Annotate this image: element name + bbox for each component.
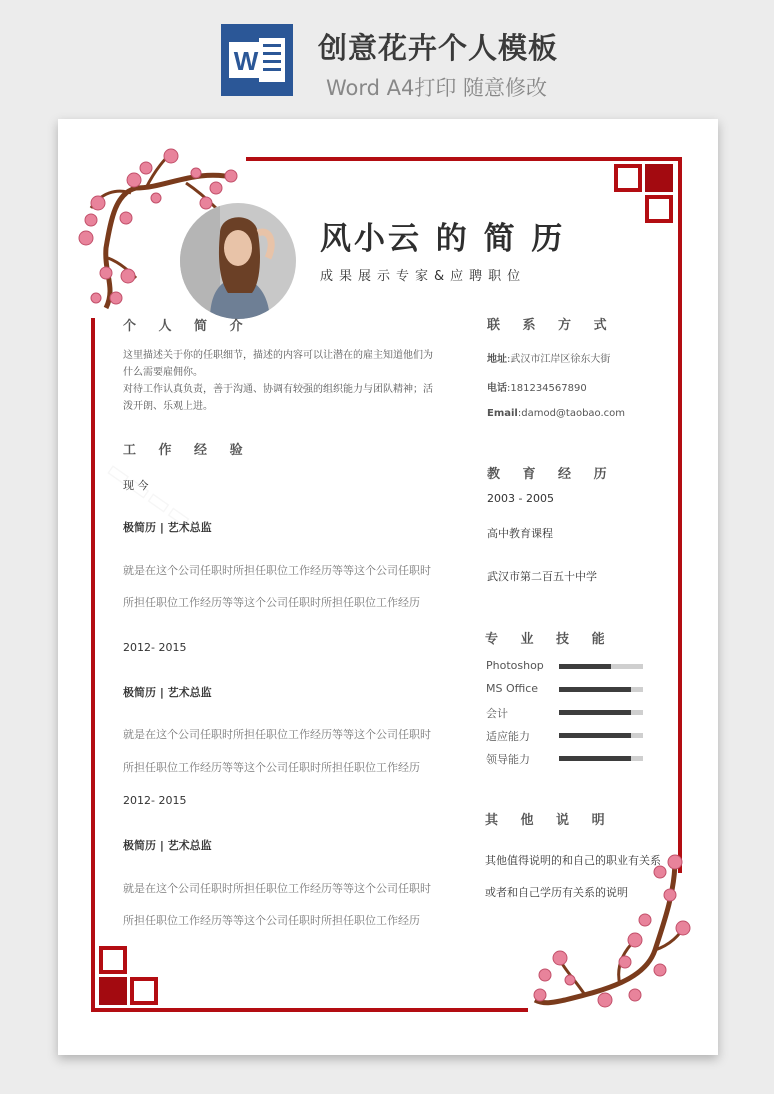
profile-text <box>123 347 443 415</box>
skill-bar-fill <box>559 687 631 692</box>
experience-desc: 所担任职位工作经历等等这个公司任职时所担任职位工作经历 <box>123 761 420 774</box>
skill-bar-fill <box>559 756 631 761</box>
education-course: 高中教育课程 <box>487 527 553 540</box>
experience-heading: 工 作 经 验 <box>123 443 252 458</box>
profile-line: 泼开朗、乐观上进。 <box>123 401 213 412</box>
experience-desc: 就是在这个公司任职时所担任职位工作经历等等这个公司任职时 <box>123 728 431 741</box>
experience-company: 极简历 | 艺术总监 <box>123 839 212 852</box>
profile-line: 什么需要雇佣你。 <box>123 367 203 378</box>
frame-square <box>614 164 642 192</box>
education-school: 武汉市第二百五十中学 <box>487 570 597 583</box>
education-heading: 教 育 经 历 <box>487 467 616 482</box>
profile-line: 对待工作认真负责，善于沟通、协调有较强的组织能力与团队精神；活 <box>123 384 433 395</box>
experience-desc: 所担任职位工作经历等等这个公司任职时所担任职位工作经历 <box>123 914 420 927</box>
skill-bar-track <box>559 756 643 761</box>
frame-square <box>645 195 673 223</box>
other-text: 或者和自己学历有关系的说明 <box>485 886 628 899</box>
word-logo-icon <box>221 24 293 96</box>
skill-bar-track <box>559 664 643 669</box>
frame-bottom-line <box>91 1008 528 1012</box>
address-label: 地址 <box>487 354 507 365</box>
frame-left-line <box>91 318 95 1012</box>
contact-email <box>487 408 625 419</box>
education-period: 2003 - 2005 <box>487 492 554 505</box>
word-logo-letter: W <box>233 46 259 76</box>
experience-desc: 就是在这个公司任职时所担任职位工作经历等等这个公司任职时 <box>123 882 431 895</box>
phone-label: 电话 <box>487 383 507 394</box>
skill-bar-track <box>559 710 643 715</box>
other-heading: 其 他 说 明 <box>485 813 614 828</box>
skill-name: 会计 <box>486 707 508 720</box>
email-value: :damod@taobao.com <box>517 408 626 419</box>
frame-top-line <box>246 157 682 161</box>
skill-name: MS Office <box>486 682 539 695</box>
address-value: :武汉市江岸区徐东大街 <box>507 354 611 365</box>
contact-address <box>487 350 610 365</box>
skills-heading: 专 业 技 能 <box>485 632 614 647</box>
frame-square <box>645 164 673 192</box>
frame-square <box>99 946 127 974</box>
other-text: 其他值得说明的和自己的职业有关系 <box>485 854 661 867</box>
resume-title: 风小云 的 简 历 <box>320 221 566 257</box>
experience-company: 极简历 | 艺术总监 <box>123 686 212 699</box>
phone-value: :181234567890 <box>507 383 587 394</box>
resume-subtitle: 成果展示专家&应聘职位 <box>320 269 527 284</box>
skill-name: 领导能力 <box>486 753 530 766</box>
skill-bar-fill <box>559 710 631 715</box>
skill-bar-fill <box>559 664 611 669</box>
experience-period: 2012- 2015 <box>123 794 187 807</box>
experience-desc: 所担任职位工作经历等等这个公司任职时所担任职位工作经历 <box>123 596 420 609</box>
skill-name: 适应能力 <box>486 730 530 743</box>
experience-company: 极简历 | 艺术总监 <box>123 521 212 534</box>
contact-heading: 联 系 方 式 <box>487 318 616 333</box>
frame-square <box>130 977 158 1005</box>
promo-subtitle: Word A4打印 随意修改 <box>326 76 548 100</box>
frame-right-line <box>678 157 682 873</box>
experience-desc: 就是在这个公司任职时所担任职位工作经历等等这个公司任职时 <box>123 564 431 577</box>
skill-bar-fill <box>559 733 631 738</box>
promo-title: 创意花卉个人模板 <box>318 31 559 65</box>
experience-period: 现 今 <box>123 479 149 492</box>
frame-square <box>99 977 127 1005</box>
email-label: Email <box>487 408 518 419</box>
profile-line: 这里描述关于你的任职细节，描述的内容可以让潜在的雇主知道他们为 <box>123 350 433 361</box>
profile-photo <box>180 203 296 319</box>
skill-bar-track <box>559 687 643 692</box>
skill-bar-track <box>559 733 643 738</box>
profile-heading: 个 人 简 介 <box>123 319 252 334</box>
contact-phone <box>487 379 587 394</box>
skill-name: Photoshop <box>486 659 544 672</box>
blossom-branch-icon <box>525 850 695 1020</box>
experience-period: 2012- 2015 <box>123 641 187 654</box>
